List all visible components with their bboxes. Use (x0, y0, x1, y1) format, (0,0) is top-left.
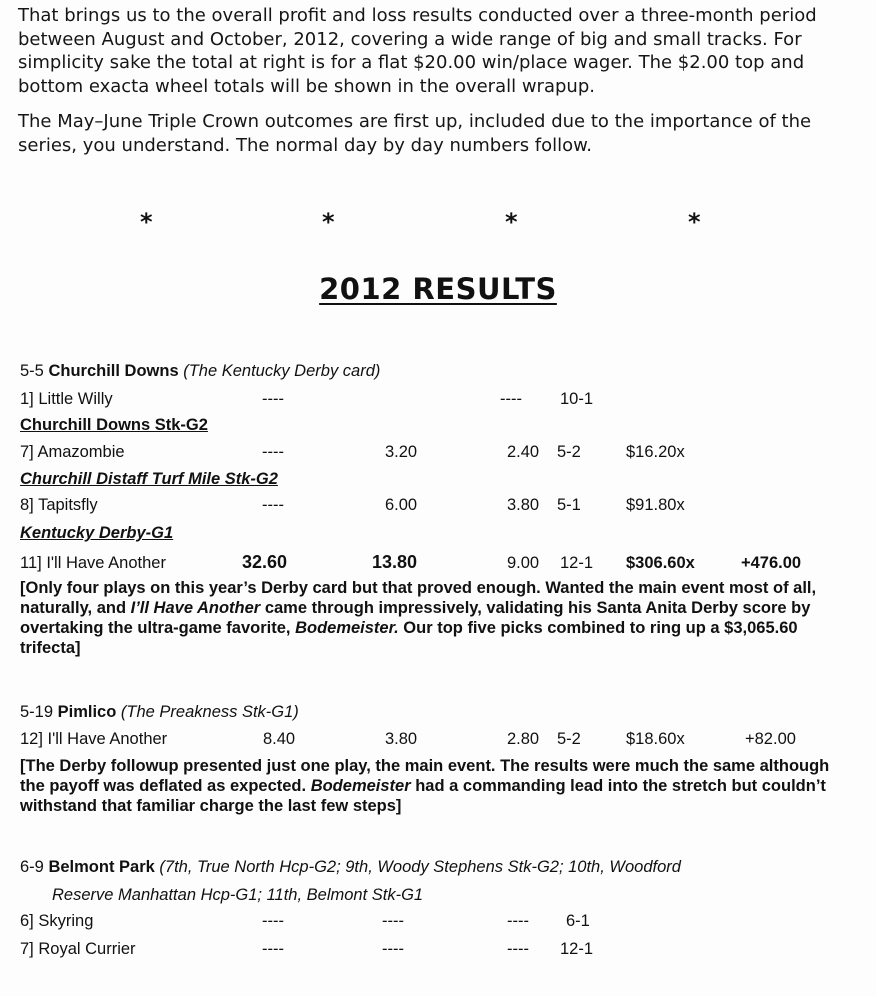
win-cell: ---- (262, 443, 284, 461)
card-description: (7th, True North Hcp-G2; 9th, Woody Stephens Stk-G2; 10th, Woodford (159, 858, 681, 876)
star-icon: * (140, 208, 153, 236)
card-track: Churchill Downs (48, 362, 179, 380)
dash-cell: ---- (382, 912, 404, 930)
card-description: (The Kentucky Derby card) (183, 362, 381, 380)
odds-cell: 5-2 (557, 730, 581, 748)
card-header-churchill (20, 362, 380, 384)
win-cell: ---- (262, 496, 284, 514)
post-number: 12] (20, 730, 43, 748)
post-number: 11] (20, 554, 42, 572)
post-number: 1] (20, 390, 34, 408)
exacta-cell: $16.20x (626, 443, 685, 461)
odds-cell: 5-2 (557, 443, 581, 461)
commentary-text: had a commanding lead into the stretch but couldn’t withstand that familiar charge the last few steps] (20, 777, 826, 815)
horse-entry (20, 390, 113, 409)
card-track: Belmont Park (48, 858, 155, 876)
odds-cell: 10-1 (560, 390, 594, 408)
commentary-horse: I’ll Have Another (130, 599, 261, 617)
dash-cell: ---- (382, 940, 404, 958)
race-commentary (20, 578, 840, 658)
dash-cell: ---- (262, 390, 284, 408)
horse-entry (20, 496, 98, 515)
horse-name: Royal Currier (38, 940, 136, 958)
exacta-cell: $18.60x (626, 730, 685, 748)
race-commentary (20, 756, 842, 816)
commentary-text: [Only four plays on this year’s Derby card but that proved enough. Wanted the main event most of all, naturally, and (20, 579, 817, 617)
horse-name: Little Willy (38, 390, 113, 408)
star-icon: * (505, 208, 518, 236)
card-header-pimlico (20, 703, 299, 725)
odds-cell: 12-1 (560, 554, 594, 572)
card-date: 6-9 (20, 858, 44, 876)
place-cell: 3.80 (385, 730, 418, 748)
result-row (20, 940, 860, 964)
card-date: 5-19 (20, 703, 54, 721)
result-row (20, 443, 860, 467)
post-number: 8] (20, 496, 34, 514)
dash-cell: ---- (500, 390, 522, 408)
horse-entry (20, 730, 167, 749)
win-cell: 32.60 (242, 552, 288, 572)
result-row (20, 496, 860, 520)
result-row (20, 390, 860, 414)
card-description: (The Preakness Stk-G1) (120, 703, 299, 721)
horse-name: Amazombie (37, 443, 125, 461)
commentary-text: [The Derby followup presented just one play, the main event. The results were much the same although the payoff was deflated as expected. (20, 757, 830, 795)
horse-name: Skyring (38, 912, 94, 930)
show-cell: 9.00 (507, 554, 540, 572)
commentary-horse: Bodemeister. (295, 619, 399, 637)
commentary-horse: Bodemeister (310, 777, 411, 795)
star-icon: * (322, 208, 335, 236)
horse-name: I'll Have Another (46, 554, 166, 572)
odds-cell: 5-1 (557, 496, 581, 514)
place-cell: 13.80 (372, 552, 418, 572)
odds-cell: 6-1 (566, 912, 590, 930)
horse-name: Tapitsfly (38, 496, 98, 514)
separator-stars (0, 208, 876, 238)
result-row (20, 912, 860, 936)
post-number: 7] (20, 940, 34, 958)
show-cell: 3.80 (507, 496, 540, 514)
horse-entry (20, 912, 93, 931)
race-heading: Churchill Downs Stk-G2 (20, 416, 208, 434)
dash-cell: ---- (507, 912, 529, 930)
race-heading: Kentucky Derby-G1 (20, 524, 174, 542)
commentary-text: Our top five picks combined to ring up a $3,065.60 trifecta] (20, 619, 798, 657)
place-cell: 3.20 (385, 443, 418, 461)
card-track: Pimlico (57, 703, 117, 721)
intro-paragraph-1: That brings us to the overall profit and loss results conducted over a three-month period between August and October, 2012, covering a wide range of big and small tracks. For simplicity sake the total at right is for a flat $20.00 win/place wager. The $2.00 top and bottom exacta wheel totals will be shown in the overall wrapup. (18, 5, 817, 97)
intro-text (18, 4, 863, 157)
card-header-belmont (20, 858, 681, 880)
star-icon: * (688, 208, 701, 236)
odds-cell: 12-1 (560, 940, 594, 958)
horse-entry (20, 554, 166, 573)
page-title: 2012 RESULTS (319, 272, 557, 306)
post-number: 6] (20, 912, 34, 930)
exacta-cell: $91.80x (626, 496, 685, 514)
place-cell: 6.00 (385, 496, 418, 514)
show-cell: 2.80 (507, 730, 540, 748)
horse-entry (20, 940, 136, 959)
result-row (20, 730, 860, 754)
show-cell: 2.40 (507, 443, 540, 461)
dash-cell: ---- (262, 912, 284, 930)
total-cell: +82.00 (745, 730, 796, 748)
horse-name: I'll Have Another (47, 730, 168, 748)
post-number: 7] (20, 443, 34, 461)
race-heading: Churchill Distaff Turf Mile Stk-G2 (20, 470, 278, 488)
total-cell: +476.00 (741, 554, 802, 572)
intro-paragraph-2: The May–June Triple Crown outcomes are first up, included due to the importance of the series, you understand. The normal day by day numbers follow. (18, 111, 812, 156)
horse-entry (20, 443, 125, 462)
result-row (20, 554, 860, 578)
dash-cell: ---- (262, 940, 284, 958)
card-date: 5-5 (20, 362, 44, 380)
commentary-text: came through impressively, validating his Santa Anita Derby score by overtaking the ultra-game favorite, (20, 599, 811, 637)
dash-cell: ---- (507, 940, 529, 958)
exacta-cell: $306.60x (626, 554, 695, 572)
win-cell: 8.40 (263, 730, 296, 748)
card-description-continued: Reserve Manhattan Hcp-G1; 11th, Belmont Stk-G1 (52, 886, 424, 904)
